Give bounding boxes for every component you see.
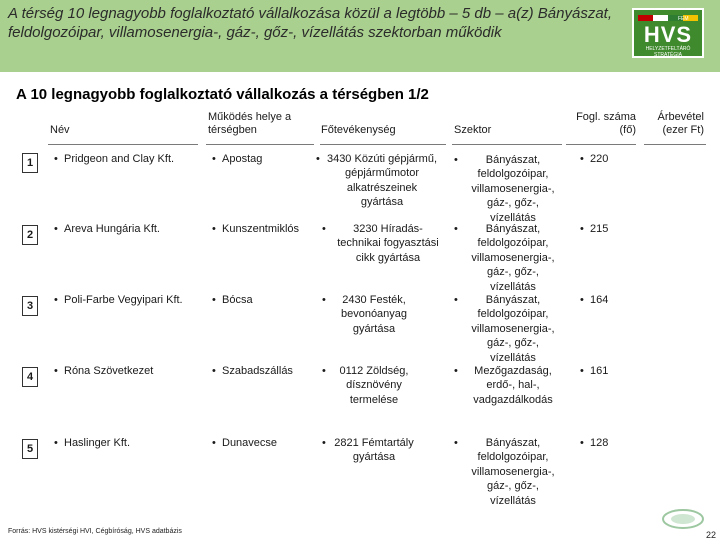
hvs-emblem-icon	[660, 508, 706, 530]
row-number: 3	[22, 296, 38, 316]
company-location: • Kunszentmiklós	[222, 222, 317, 236]
company-sector: • Bányászat, feldolgozóipar, villamosenergia-, gáz-, gőz-, vízellátás	[464, 153, 562, 225]
divider	[566, 144, 636, 145]
company-location: • Bócsa	[222, 293, 317, 307]
col-header-sector: Szektor	[454, 124, 492, 136]
hvs-logo	[632, 8, 704, 58]
company-name: • Haslinger Kft.	[64, 436, 199, 450]
row-number: 1	[22, 153, 38, 173]
company-name: • Pridgeon and Clay Kft.	[64, 152, 199, 166]
employee-count: • 161	[590, 364, 630, 378]
company-sector: • Bányászat, feldolgozóipar, villamosenergia-, gáz-, gőz-, vízellátás	[464, 293, 562, 365]
col-header-revenue: Árbevétel (ezer Ft)	[657, 111, 704, 136]
logo-sub-text: HELYZETFELTÁRÓ STRATÉGIA	[645, 46, 691, 58]
employee-count: • 220	[590, 152, 630, 166]
col-header-activity: Főtevékenység	[321, 124, 396, 136]
col-header-employees: Fogl. száma (fő)	[576, 111, 636, 136]
divider	[206, 144, 314, 145]
divider	[320, 144, 446, 145]
divider	[48, 144, 198, 145]
row-number: 4	[22, 367, 38, 387]
employee-count: • 215	[590, 222, 630, 236]
company-name: • Poli-Farbe Vegyipari Kft.	[64, 293, 199, 307]
company-activity: • 3230 Híradás-technikai fogyasztási cikk gyártása	[332, 222, 444, 265]
company-location: • Szabadszállás	[222, 364, 317, 378]
company-activity: • 2430 Festék, bevonóanyag gyártása	[332, 293, 416, 336]
col-header-name: Név	[50, 124, 70, 136]
logo-main-text: HVS	[643, 22, 693, 47]
company-location: • Dunavecse	[222, 436, 317, 450]
logo-top-text: FEM	[678, 16, 689, 21]
row-number: 5	[22, 439, 38, 459]
employee-count: • 164	[590, 293, 630, 307]
row-number: 2	[22, 225, 38, 245]
company-activity: • 3430 Közúti gépjármű, gépjárműmotor alkatrészeinek gyártása	[326, 152, 438, 210]
company-sector: • Bányászat, feldolgozóipar, villamosenergia-, gáz-, gőz-, vízellátás	[464, 436, 562, 508]
company-name: • Róna Szövetkezet	[64, 364, 199, 378]
employee-count: • 128	[590, 436, 630, 450]
logo-ribbon-icon	[638, 15, 698, 21]
company-sector: • Mezőgazdaság, erdő-, hal-, vadgazdálkodás	[464, 364, 562, 407]
divider	[452, 144, 562, 145]
section-title: A 10 legnagyobb foglalkoztató vállalkozás a térségben 1/2	[16, 86, 429, 103]
company-activity: • 0112 Zöldség, dísznövény termelése	[332, 364, 416, 407]
header-banner	[0, 0, 720, 72]
page-number: 22	[706, 530, 717, 540]
company-sector: • Bányászat, feldolgozóipar, villamosenergia-, gáz-, gőz-, vízellátás	[464, 222, 562, 294]
divider	[644, 144, 706, 145]
col-header-location: Működés helye a térségben	[208, 111, 292, 136]
company-location: • Apostag	[222, 152, 317, 166]
company-name: • Areva Hungária Kft.	[64, 222, 199, 236]
source-note: Forrás: HVS kistérségi HVI, Cégbíróság, HVS adatbázis	[8, 528, 182, 535]
header-title: A térség 10 legnagyobb foglalkoztató vállalkozása közül a legtöbb – 5 db – a(z) Bányászat, feldolgozóipar, villamosenergia-, gáz-, gőz-, vízellátás szektorban működik	[8, 5, 612, 41]
company-activity: • 2821 Fémtartály gyártása	[332, 436, 416, 465]
